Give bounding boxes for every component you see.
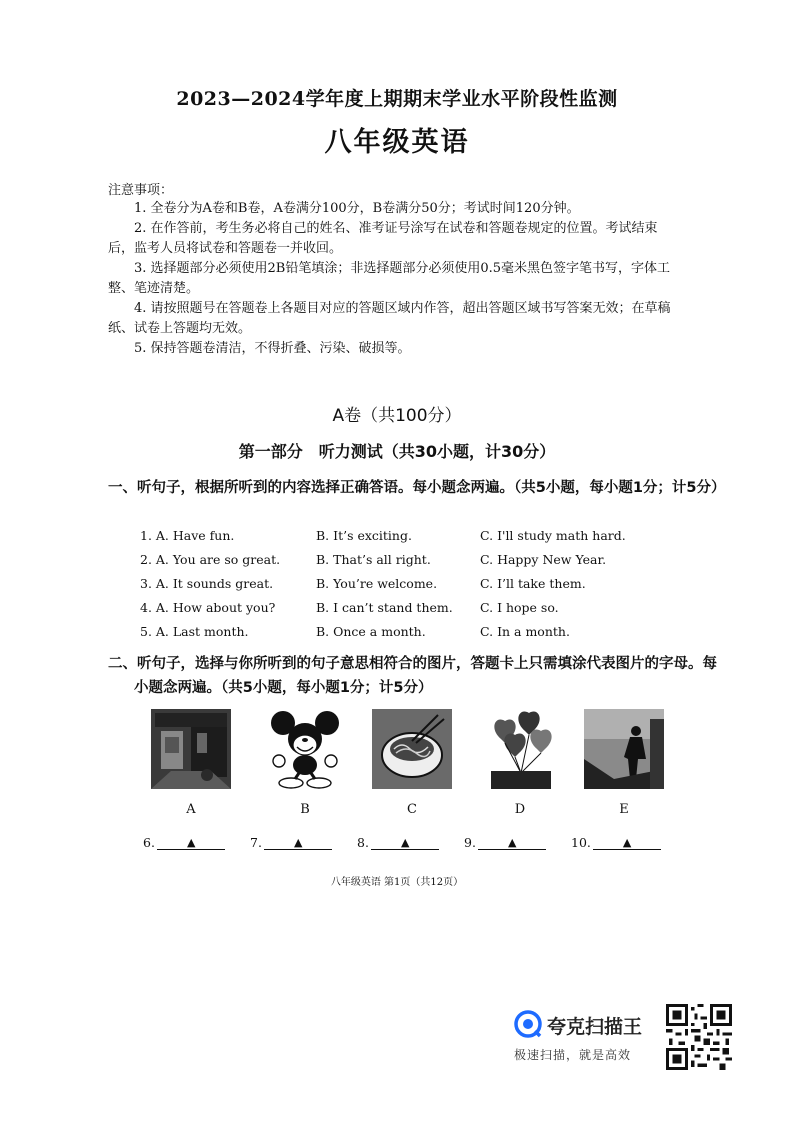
blank-number: 6.	[143, 835, 155, 850]
option-a: 4. A. How about you?	[140, 600, 276, 615]
blank-number: 8.	[357, 835, 369, 850]
section-2-heading: 二、听句子，选择与你所听到的句子意思相符合的图片，答题卡上只需填涂代表图片的字母。每小题念两遍。（共5小题，每小题1分；计5分）	[108, 656, 717, 696]
section-1-heading: 一、听句子，根据所听到的内容选择正确答语。每小题念两遍。（共5小题，每小题1分；计5分）	[108, 480, 726, 496]
exam-title: 2023—2024学年度上期期末学业水平阶段性监测	[176, 88, 618, 110]
answer-blank[interactable]	[357, 835, 439, 850]
option-c: C. I’ll take them.	[480, 576, 586, 591]
option-b: B. I can’t stand them.	[316, 600, 453, 615]
blank-number: 7.	[250, 835, 262, 850]
note-item: 2. 在作答前，考生务必将自己的姓名、准考证号涂写在试卷和答题卷规定的位置。考试结束后，监考人员将试卷和答题卷一并收回。	[108, 221, 658, 256]
answer-blank[interactable]	[143, 835, 225, 850]
triangle-marker-icon: ▲	[400, 836, 410, 849]
scanner-brand-name: 夸克扫描王	[547, 1016, 643, 1038]
qr-code-icon	[666, 1004, 732, 1070]
option-a: 2. A. You are so great.	[140, 552, 281, 567]
answer-blank[interactable]	[464, 835, 546, 850]
picture-label: C	[407, 802, 417, 817]
answer-blank[interactable]	[571, 835, 661, 850]
option-c: C. I'll study math hard.	[480, 528, 626, 543]
triangle-marker-icon: ▲	[507, 836, 517, 849]
note-item: 1. 全卷分为A卷和B卷，A卷满分100分，B卷满分50分；考试时间120分钟。	[134, 201, 580, 216]
triangle-marker-icon: ▲	[622, 836, 632, 849]
note-item: 5. 保持答题卷清洁，不得折叠、污染、破损等。	[134, 341, 411, 356]
triangle-marker-icon: ▲	[293, 836, 303, 849]
scanner-logo-icon	[514, 1010, 542, 1038]
option-c: C. Happy New Year.	[480, 552, 607, 567]
option-a: 3. A. It sounds great.	[140, 576, 274, 591]
option-b: B. You’re welcome.	[316, 576, 438, 591]
notes-heading: 注意事项：	[108, 183, 174, 198]
triangle-marker-icon: ▲	[186, 836, 196, 849]
picture-label: B	[300, 802, 310, 817]
heart-balloons-icon	[481, 709, 561, 789]
blank-number: 10.	[571, 835, 591, 850]
option-b: B. It’s exciting.	[316, 528, 412, 543]
option-b: B. That’s all right.	[316, 552, 431, 567]
option-a: 5. A. Last month.	[140, 624, 249, 639]
mickey-mouse-icon	[263, 709, 347, 789]
part-title: 第一部分 听力测试（共30小题，计30分）	[238, 442, 556, 461]
picture-label: A	[186, 802, 196, 817]
option-a: 1. A. Have fun.	[140, 528, 235, 543]
exam-subject: 八年级英语	[324, 127, 470, 158]
scanner-slogan: 极速扫描，就是高效	[514, 1048, 632, 1062]
street-photo-icon	[151, 709, 231, 789]
answer-blank[interactable]	[250, 835, 332, 850]
option-c: C. I hope so.	[480, 600, 559, 615]
picture-label: D	[514, 802, 526, 817]
note-item: 3. 选择题部分必须使用2B铅笔填涂；非选择题部分必须使用0.5毫米黑色签字笔书写，字体工整、笔迹清楚。	[108, 261, 671, 296]
person-silhouette-icon	[584, 709, 664, 789]
scanner-watermark	[514, 1010, 664, 1070]
picture-label: E	[619, 802, 629, 817]
blank-number: 9.	[464, 835, 476, 850]
option-c: C. In a month.	[480, 624, 570, 639]
page-footer: 八年级英语 第1页（共12页）	[330, 877, 464, 888]
noodle-bowl-icon	[372, 709, 452, 789]
volume-title: A卷（共100分）	[332, 406, 462, 426]
option-b: B. Once a month.	[316, 624, 426, 639]
note-item: 4. 请按照题号在答题卷上各题目对应的答题区域内作答，超出答题区域书写答案无效；在草稿纸、试卷上答题均无效。	[108, 301, 671, 336]
